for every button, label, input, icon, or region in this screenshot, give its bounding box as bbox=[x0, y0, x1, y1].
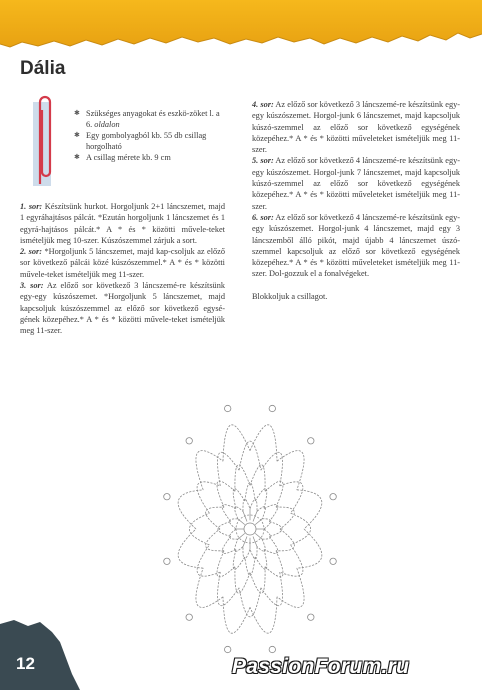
picot-loop bbox=[308, 438, 314, 444]
closing-note: Blokkoljuk a csillagot. bbox=[252, 291, 328, 301]
chain-loop bbox=[243, 499, 250, 511]
chain-loop bbox=[189, 513, 209, 545]
picot-loop bbox=[225, 646, 231, 652]
chain-loop bbox=[250, 547, 257, 559]
picot-loop bbox=[164, 494, 170, 500]
chain-loop bbox=[265, 481, 283, 507]
row-instruction: 5. sor: Az előző sor következő 4 láncszemé-re készítsünk egy-egy kúszószemet. Horgol-junk 7 láncszemet, majd kapcsoljuk kúszó-szemmel az előző sor következő egységének közepéhez.* A * és * közötti műveleteket ismételjük meg 11-szer. bbox=[252, 156, 461, 211]
chain-loop bbox=[196, 568, 223, 607]
chain-loop bbox=[239, 441, 261, 470]
chain-loop bbox=[277, 451, 304, 490]
chain-loop bbox=[291, 513, 311, 545]
materials-item: ✱ Szükséges anyagokat és eszkö-zöket l. a 6. oldalon bbox=[74, 109, 220, 129]
picot-loop bbox=[308, 614, 314, 620]
row-instruction: 2. sor: *Horgoljunk 5 láncszemet, majd kap-csoljuk az előző sor következő pálcái közé kúszószemmel.* A * és * közötti művele-teket ismételjük meg 11-szer. bbox=[20, 247, 226, 279]
picot-loop bbox=[269, 646, 275, 652]
asterisk-bullet-icon: ✱ bbox=[74, 131, 80, 139]
picot-loop bbox=[330, 494, 336, 500]
stitch-spoke bbox=[255, 533, 262, 539]
chain-loop bbox=[243, 547, 250, 559]
watermark-logo: PassionForum.ru bbox=[232, 655, 410, 678]
materials-item: ✱ A csillag mérete kb. 9 cm bbox=[74, 153, 171, 162]
chain-loop bbox=[276, 507, 294, 529]
chain-loop bbox=[255, 550, 267, 570]
chain-loop bbox=[217, 551, 235, 577]
chain-loop bbox=[206, 529, 224, 551]
center-ring bbox=[244, 523, 256, 535]
chain-loop bbox=[196, 451, 223, 490]
materials-item: ✱ Egy gombolyagból kb. 55 db csillag horgolható bbox=[74, 131, 207, 151]
chain-loop bbox=[250, 499, 257, 511]
materials-list bbox=[74, 108, 224, 163]
instructions-right-column bbox=[252, 99, 460, 302]
row-instruction: 3. sor: Az előző sor következő 3 láncszemé-re készítsünk egy-egy kúszószemet. *Horgoljunk 5 láncszemet, majd kapcsoljuk kúszószemmel az előző sor következő egysé-gének közepéhez.* A * és * közötti művele-teket ismételjük meg 11-szer. bbox=[20, 281, 226, 336]
page-title: Dália bbox=[20, 58, 66, 79]
row-instruction: 6. sor: Az előző sor következő 4 láncszemé-re készítsünk egy-egy kúszószemet. Horgol-junk 4 láncszemet, majd egy 3 láncszemből álló pikót, majd újabb 4 láncszemet úszó-szemmel kapcsoljuk az előző sor következő egységének közepéhez.* A * és * közötti műveleteket ismételjük meg 11-szer. Dol-gozzuk el a fonalvégeket. bbox=[252, 212, 461, 279]
chain-loop bbox=[276, 529, 294, 551]
paperclip-icon bbox=[30, 88, 60, 188]
asterisk-bullet-icon: ✱ bbox=[74, 109, 80, 117]
chain-loop bbox=[265, 551, 283, 577]
page-corner-tab bbox=[0, 618, 80, 690]
picot-loop bbox=[186, 614, 192, 620]
torn-paper-header bbox=[0, 0, 482, 56]
chain-loop bbox=[206, 507, 224, 529]
picot-loop bbox=[269, 405, 275, 411]
stitch-spoke bbox=[243, 511, 247, 521]
row-instruction: 1. sor: Készítsünk hurkot. Horgoljunk 2+1 láncszemet, majd 1 egyráhajtásos pálcát. *Ezután horgoljunk 1 láncszemet és 1 egyrá-hajtásos pálcát.* A * és * közötti művele-teket ismételjük meg 10-szer. Kúszószemmel zárjuk a sort. bbox=[20, 202, 226, 245]
picot-loop bbox=[330, 558, 336, 564]
picot-loop bbox=[225, 405, 231, 411]
chain-loop bbox=[217, 481, 235, 507]
chain-loop bbox=[233, 489, 245, 509]
stitch-spoke bbox=[255, 519, 262, 525]
page-number: 12 bbox=[16, 654, 35, 673]
crochet-chart-diagram bbox=[160, 398, 340, 660]
stitch-spoke bbox=[253, 511, 257, 521]
chain-loop bbox=[297, 529, 322, 568]
asterisk-bullet-icon: ✱ bbox=[74, 153, 80, 161]
instructions-left-column bbox=[20, 201, 225, 337]
stitch-spoke bbox=[238, 533, 245, 539]
row-instruction: 4. sor: Az előző sor következő 3 láncszemé-re készítsünk egy-egy kúszószemet. Horgol-junk 6 láncszemet, majd kapcsoljuk kúszó-szemmel az előző sor következő egységének közepéhez.* A * és * közötti műveleteket ismételjük meg 11-szer. bbox=[252, 100, 461, 155]
picot-loop bbox=[164, 558, 170, 564]
chain-loop bbox=[277, 568, 304, 607]
chain-loop bbox=[239, 588, 261, 617]
chain-loop bbox=[178, 490, 203, 529]
stitch-spoke bbox=[238, 519, 245, 525]
chain-loop bbox=[229, 519, 238, 529]
picot-loop bbox=[186, 438, 192, 444]
